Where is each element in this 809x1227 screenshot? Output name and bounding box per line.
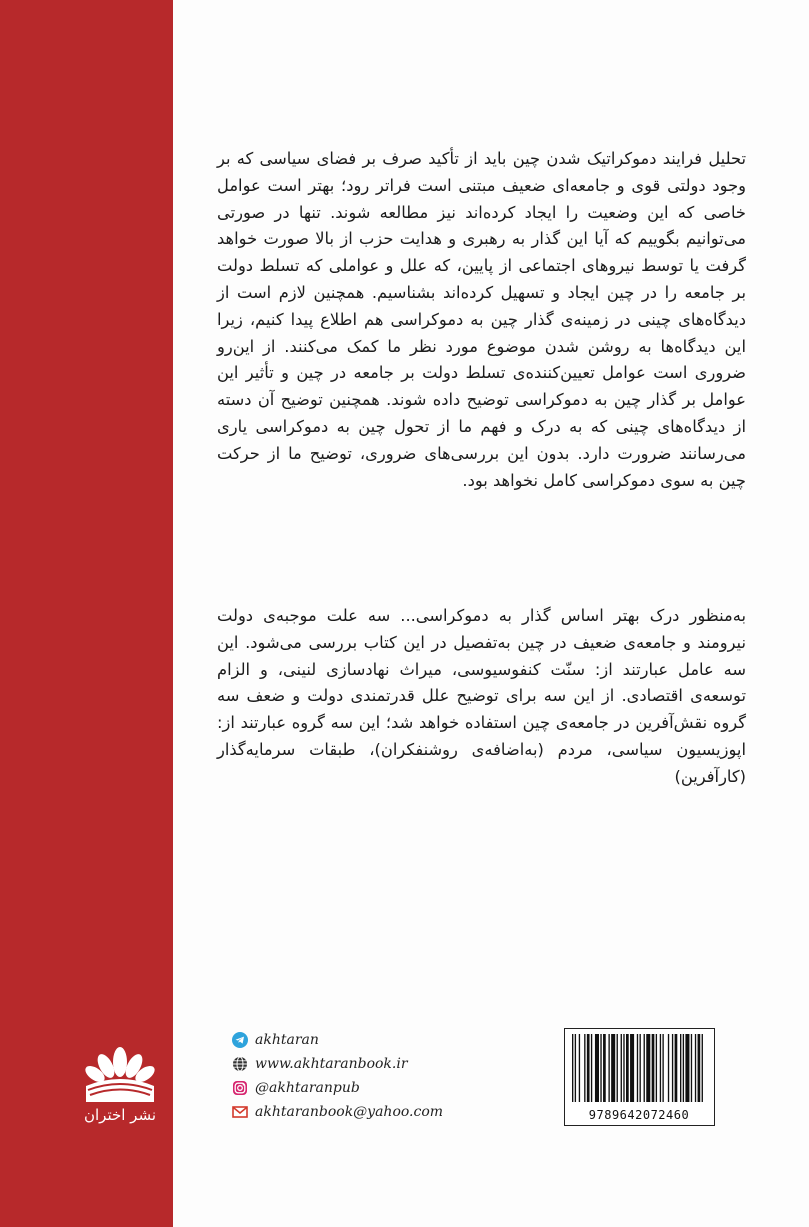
back-cover-page: [173, 0, 809, 1227]
instagram-icon: [231, 1079, 249, 1097]
contact-telegram[interactable]: [231, 1028, 491, 1052]
barcode-bar: [630, 1034, 634, 1102]
instagram-handle[interactable]: @akhtaranpub: [255, 1080, 360, 1096]
shell-fan-logo-icon: [82, 1042, 158, 1104]
barcode-bar: [702, 1034, 703, 1102]
barcode-bar: [595, 1034, 599, 1102]
barcode-bar: [656, 1034, 657, 1102]
mail-icon: [231, 1103, 249, 1121]
barcode-bar: [683, 1034, 684, 1102]
barcode-bar: [698, 1034, 701, 1102]
isbn-number: 9789642072460: [588, 1108, 690, 1122]
barcode-bar: [680, 1034, 681, 1102]
barcode-bar: [617, 1034, 618, 1102]
barcode-bar: [572, 1034, 573, 1102]
barcode-bar: [584, 1034, 585, 1102]
barcode-bar: [644, 1034, 645, 1102]
barcode-bar: [662, 1034, 663, 1102]
telegram-icon: [231, 1031, 249, 1049]
contact-list: [231, 1028, 491, 1124]
barcode-bar: [660, 1034, 661, 1102]
contact-instagram[interactable]: [231, 1076, 491, 1100]
barcode-bar: [591, 1034, 592, 1102]
barcode-bar: [691, 1034, 692, 1102]
barcode-bar: [695, 1034, 696, 1102]
website-url[interactable]: www.akhtaranbook.ir: [255, 1056, 408, 1072]
barcode-bar: [685, 1034, 689, 1102]
barcode-bar: [575, 1034, 576, 1102]
isbn-barcode: [564, 1028, 715, 1126]
barcode-bar: [608, 1034, 609, 1102]
barcode-bar: [637, 1034, 638, 1102]
barcode-bar: [675, 1034, 678, 1102]
publisher-name: نشر اختران: [83, 1106, 157, 1124]
barcode-bar: [621, 1034, 622, 1102]
barcode-bar: [600, 1034, 601, 1102]
contact-email[interactable]: [231, 1100, 491, 1124]
barcode-bar: [646, 1034, 650, 1102]
barcode-bar: [579, 1034, 580, 1102]
barcode-bar: [623, 1034, 624, 1102]
globe-icon: [231, 1055, 249, 1073]
email-address[interactable]: akhtaranbook@yahoo.com: [255, 1104, 444, 1120]
barcode-bar: [611, 1034, 615, 1102]
blurb-paragraph-2: به‌منظور درک بهتر اساس گذار به دموکراسی... سه علت موجبه‌ی دولت نیرومند و جامعه‌ی ضعیف در چین به‌تفصیل در این کتاب بررسی می‌شود. این سه عامل عبارتند از: سنّت کنفوسیوسی، میراث نهادسازی لنینی، و الزام توسعه‌ی اقتصادی. از این سه برای توضیح علل قدرتمندی دولت و ضعف سه گروه نقش‌آفرین در جامعه‌ی چین استفاده خواهد شد؛ این سه گروه عبارتند از: اپوزیسیون سیاسی، مردم (به‌اضافه‌ی روشنفکران)، طبقات سرمایه‌گذار (کارآفرین): [217, 606, 746, 786]
barcode-bar: [640, 1034, 641, 1102]
barcode-bar: [672, 1034, 673, 1102]
red-spine-band: [0, 0, 173, 1227]
barcode-bar: [626, 1034, 629, 1102]
blurb-paragraph-1: تحلیل فرایند دموکراتیک شدن چین باید از تأکید صرف بر فضای سیاسی که بر وجود دولتی قوی و جامعه‌ای ضعیف مبتنی است فراتر رود؛ بهتر است عوامل خاصی که این وضعیت را ایجاد کرده‌اند نیز مطالعه شوند. تنها در صورتی می‌توانیم بگوییم که آیا این گذار به رهبری و هدایت حزب از بالا صورت خواهد گرفت یا توسط نیروهای اجتماعی از پایین، که علل و عواملی که تسلط دولت بر جامعه را در چین ایجاد و تسهیل کرده‌اند بشناسیم. همچنین لازم است از دیدگاه‌های چینی در زمینه‌ی گذار چین به دموکراسی هم اطلاع پیدا کنیم، زیرا این دیدگاه‌ها به روشن شدن موضوع مورد نظر ما کمک می‌کنند. از این‌رو ضروری است عوامل تعیین‌کننده‌ی تسلط دولت بر جامعه در چین و تأثیر این عوامل بر گذار چین به دموکراسی توضیح داده شوند. همچنین توضیح آن دسته از دیدگاه‌های چینی که به درک و فهم ما از تحول چین به دموکراسی یاری می‌رسانند ضرورت دارد. بدون این بررسی‌های ضروری، توضیح ما از حرکت چین به سوی دموکراسی کامل نخواهد بود.: [217, 149, 746, 490]
barcode-bar: [587, 1034, 590, 1102]
contact-website[interactable]: [231, 1052, 491, 1076]
barcode-bar: [652, 1034, 655, 1102]
barcode-bar: [668, 1034, 669, 1102]
barcode-bar: [603, 1034, 606, 1102]
telegram-handle[interactable]: akhtaran: [255, 1032, 319, 1048]
barcode-bars: [571, 1034, 707, 1102]
